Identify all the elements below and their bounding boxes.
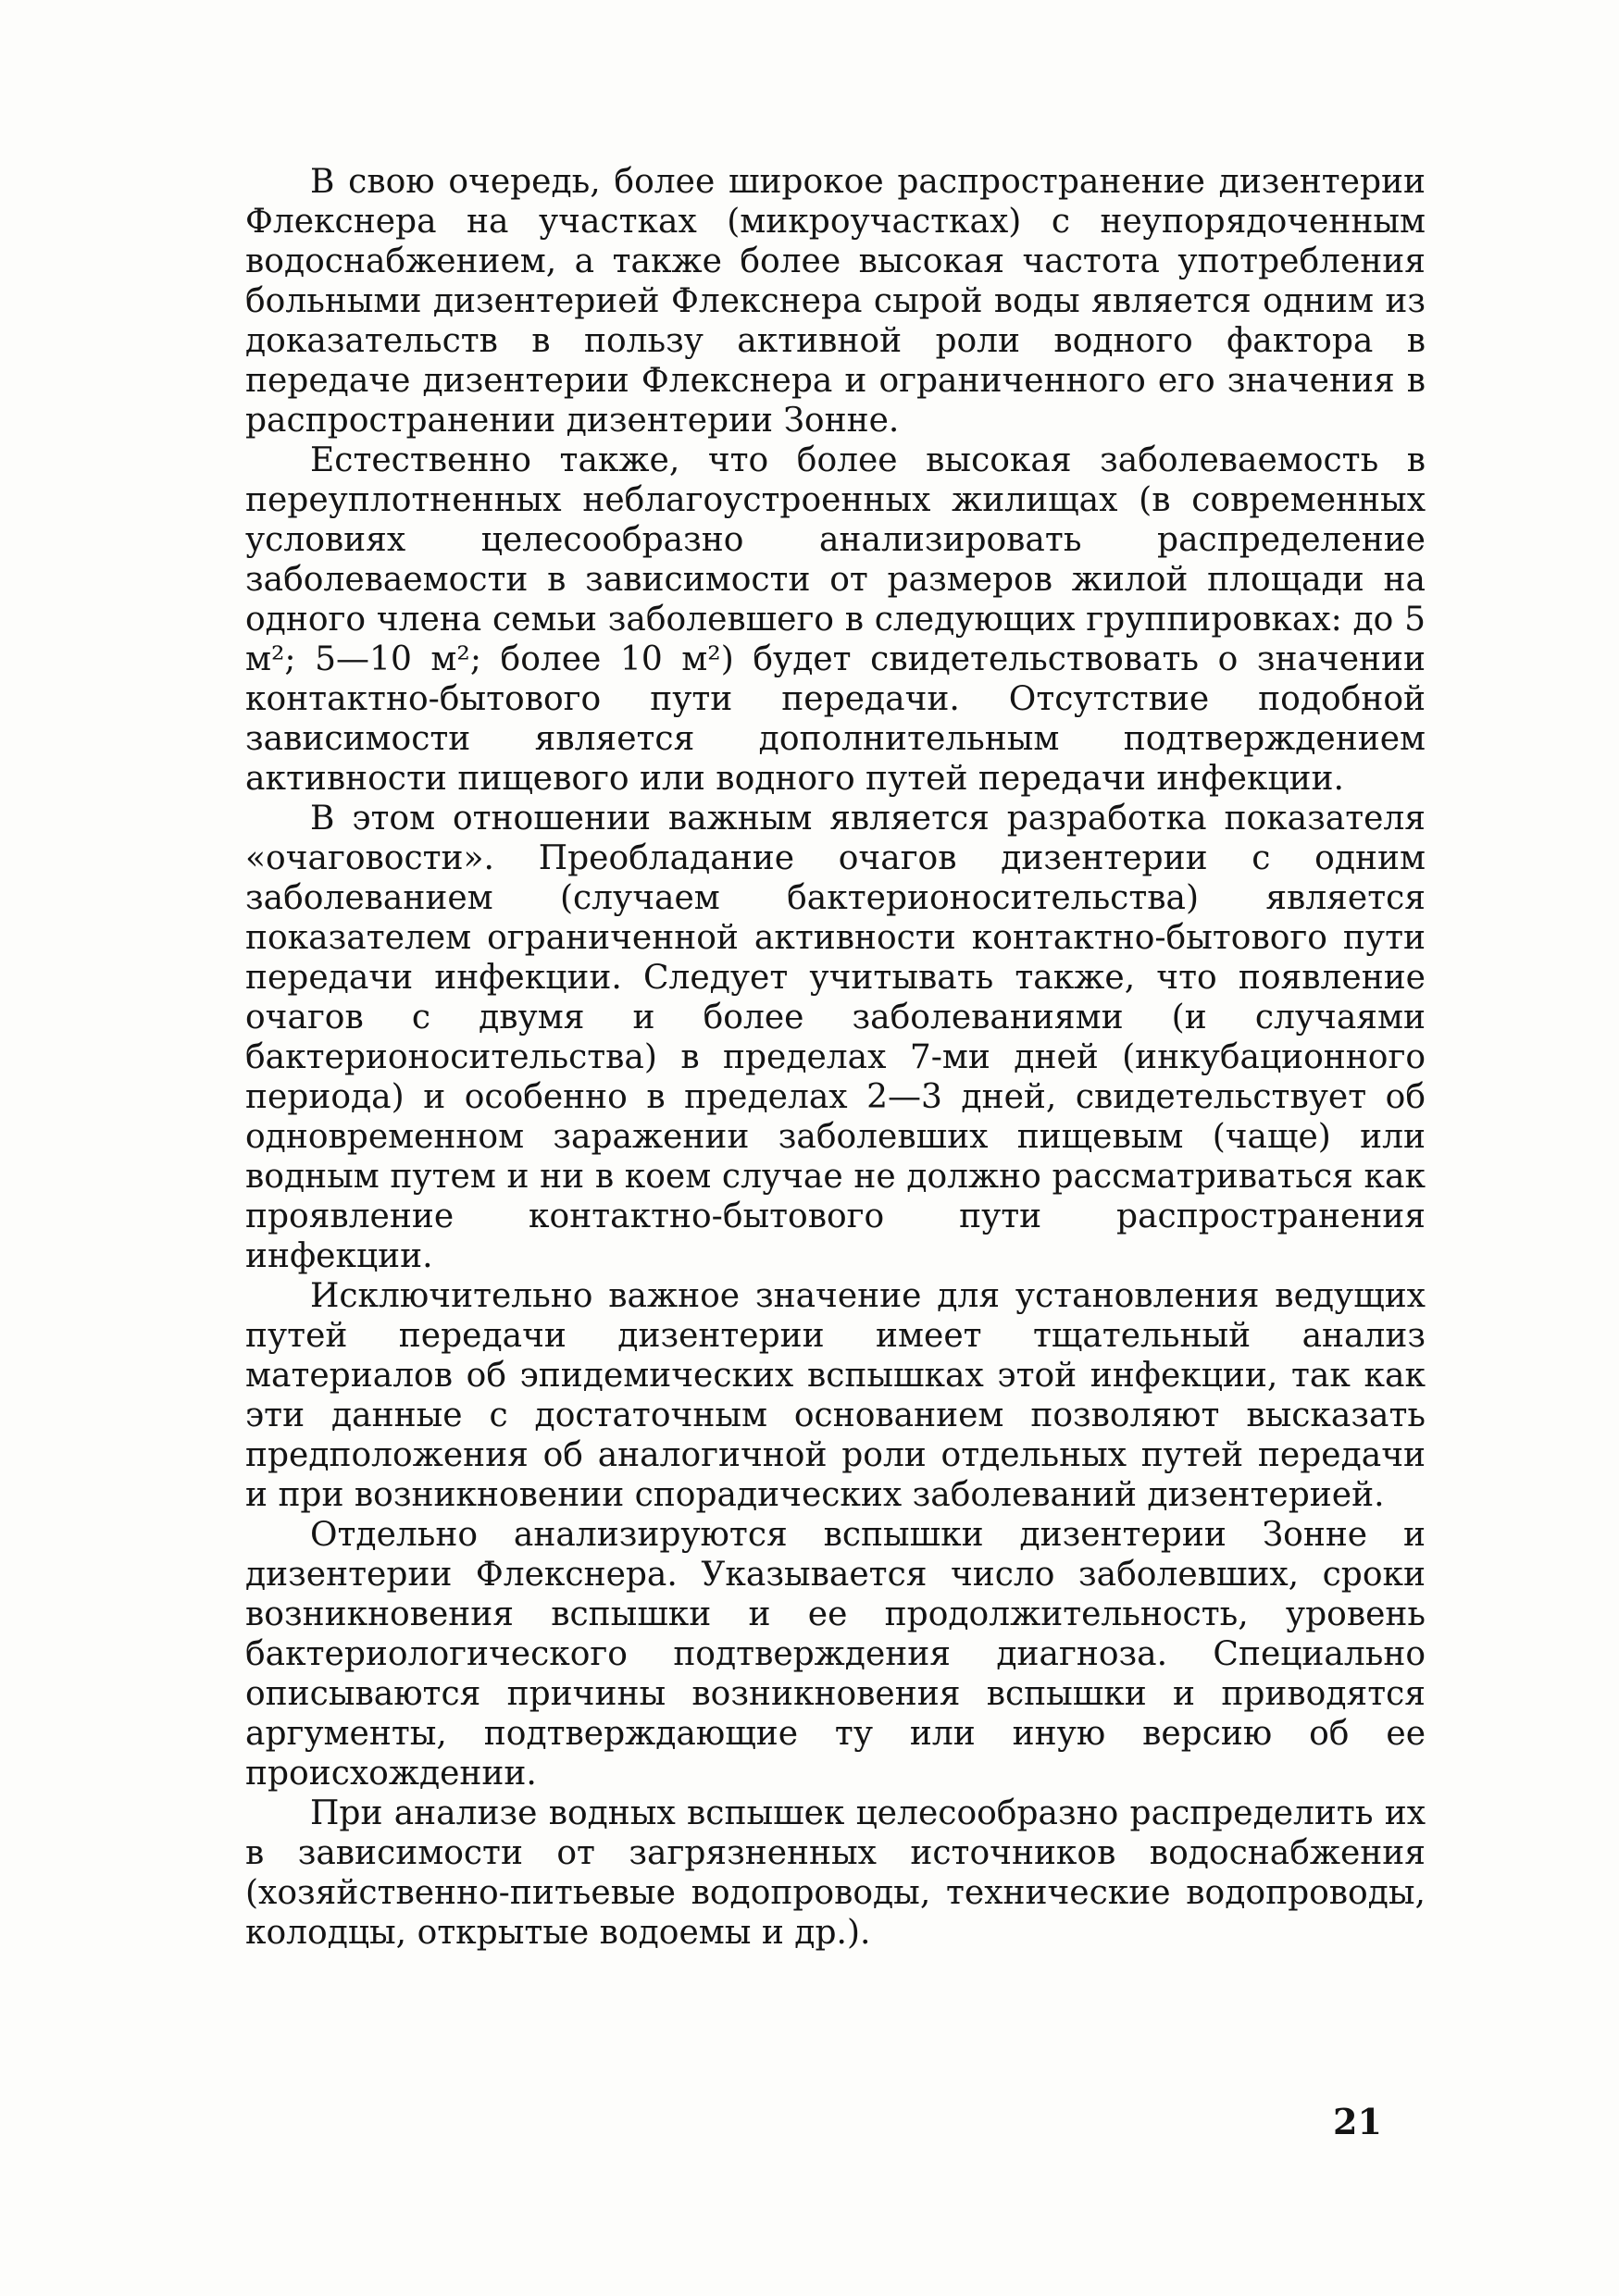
body-text — [245, 162, 1426, 1953]
paragraph-1: В свою очередь, более широкое распространение дизентерии Флекснера на участках (микроучастках) с неупорядоченным водоснабжением, а также более высокая частота употребления больными дизентерией Флекснера сырой воды является одним из доказательств в пользу активной роли водного фактора в передаче дизентерии Флекснера и ограниченного его значения в распространении дизентерии Зонне. — [245, 163, 1426, 440]
paragraph-4: Исключительно важное значение для установления ведущих путей передачи дизентерии имеет тщательный анализ материалов об эпидемических вспышках этой инфекции, так как эти данные с достаточным основанием позволяют высказать предположения об аналогичной роли отдельных путей передачи и при возникновении спорадических заболеваний дизентерией. — [245, 1277, 1426, 1514]
paragraph-6: При анализе водных вспышек целесообразно распределить их в зависимости от загрязненных источников водоснабжения (хозяйственно-питьевые водопроводы, технические водопроводы, колодцы, открытые водоемы и др.). — [245, 1794, 1426, 1952]
paragraph-3: В этом отношении важным является разработка показателя «очаговости». Преобладание очагов дизентерии с одним заболеванием (случаем бактерионосительства) является показателем ограниченной активности контактно-бытового пути передачи инфекции. Следует учитывать также, что появление очагов с двумя и более заболеваниями (и случаями бактерионосительства) в пределах 7-ми дней (инкубационного периода) и особенно в пределах 2—3 дней, свидетельствует об одновременном заражении заболевших пищевым (чаще) или водным путем и ни в коем случае не должно рассматриваться как проявление контактно-бытового пути распространения инфекции. — [245, 800, 1426, 1275]
paragraph-5: Отдельно анализируются вспышки дизентерии Зонне и дизентерии Флекснера. Указывается число заболевших, сроки возникновения вспышки и ее продолжительность, уровень бактериологического подтверждения диагноза. Специально описываются причины возникновения вспышки и приводятся аргументы, подтверждающие ту или иную версию об ее происхождении. — [245, 1516, 1426, 1793]
page-number: 21 — [1333, 2101, 1382, 2142]
paragraph-2: Естественно также, что более высокая заболеваемость в переуплотненных неблагоустроенных жилищах (в современных условиях целесообразно анализировать распределение заболеваемости в зависимости от размеров жилой площади на одного члена семьи заболевшего в следующих группировках: до 5 м²; 5—10 м²; более 10 м²) будет свидетельствовать о значении контактно-бытового пути передачи. Отсутствие подобной зависимости является дополнительным подтверждением активности пищевого или водного путей передачи инфекции. — [245, 441, 1426, 798]
